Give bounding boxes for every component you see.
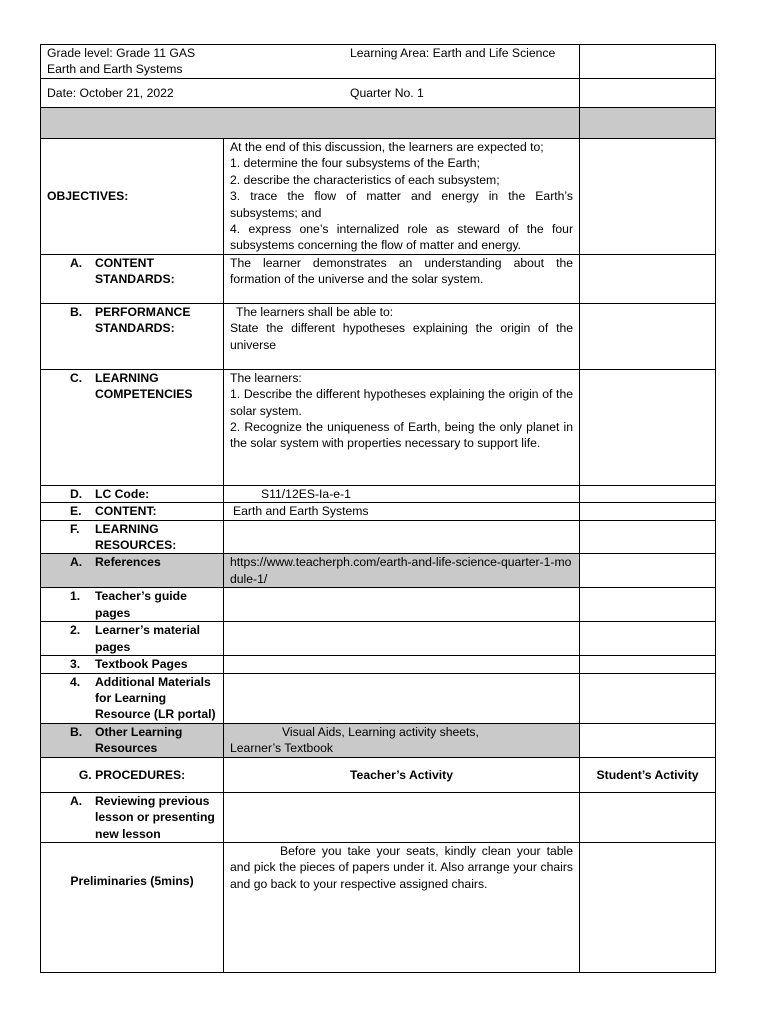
resource-item-row [41, 673, 716, 723]
item-number: B. [70, 304, 83, 319]
lc-code-label: LC Code: [95, 486, 150, 501]
item-number: A. [70, 255, 83, 270]
content-row [41, 503, 716, 520]
objective-item: 1. determine the four subsystems of the Earth; [230, 156, 480, 171]
item-number: E. [70, 504, 82, 519]
learning-area: Learning Area: Earth and Life Science [350, 46, 556, 60]
preliminaries-label: Preliminaries (5mins) [41, 842, 224, 972]
grade-level: Grade level: Grade 11 GAS [47, 46, 196, 60]
competency-item: 1. Describe the different hypotheses explaining the origin of the solar system. [230, 387, 574, 418]
lesson-plan-table [40, 44, 716, 973]
performance-standards-label: PERFORMANCE STANDARDS: [95, 304, 191, 336]
resource-item-label: Additional Materials for Learning Resource (LR portal) [95, 674, 216, 722]
item-number: 2. [70, 623, 81, 638]
performance-standards-content [224, 303, 580, 369]
learning-resources-row [41, 520, 716, 554]
performance-text: State the different hypotheses explaining the origin of the universe [230, 321, 574, 352]
item-number: D. [70, 486, 83, 501]
lc-code-value: S11/12ES-Ia-e-1 [261, 486, 351, 501]
content-standards-text: The learner demonstrates an understanding about the formation of the universe and the solar system. [224, 254, 580, 303]
item-number: A. [70, 555, 83, 570]
objectives-intro: At the end of this discussion, the learners are expected to; [230, 140, 544, 154]
item-number: F. [70, 521, 80, 536]
objectives-label: OBJECTIVES: [41, 139, 224, 255]
date-blank-cell [580, 79, 716, 108]
item-number: 3. [70, 657, 81, 672]
subject-line: Earth and Earth Systems [47, 62, 183, 77]
objectives-content [224, 139, 580, 255]
other-resources-label: Other Learning Resources [95, 724, 183, 756]
item-number: A. [70, 793, 83, 808]
item-number: 4. [70, 674, 81, 689]
learning-competencies-content [224, 369, 580, 485]
resource-item-row [41, 656, 716, 673]
quarter: Quarter No. 1 [350, 85, 424, 100]
other-resources-line: Visual Aids, Learning activity sheets, [282, 724, 479, 739]
procedures-header-row [41, 757, 716, 792]
date: Date: October 21, 2022 [47, 85, 174, 100]
teacher-activity-header: Teacher’s Activity [224, 757, 580, 792]
content-label: CONTENT: [95, 504, 157, 519]
performance-standards-row [41, 303, 716, 369]
preliminaries-row [41, 842, 716, 972]
resource-item-label: Teacher’s guide pages [95, 589, 187, 620]
reviewing-label: Reviewing previous lesson or presenting new lesson [95, 793, 215, 841]
content-standards-row [41, 254, 716, 303]
date-row [41, 79, 716, 108]
references-row [41, 554, 716, 588]
header-row [41, 45, 716, 79]
objective-item: 4. express one’s internalized role as steward of the four subsystems concerning the flow of matter and energy. [230, 222, 574, 253]
learning-competencies-label: LEARNING COMPETENCIES [95, 370, 193, 402]
objective-item: 2. describe the characteristics of each subsystem; [230, 172, 500, 187]
item-number: 1. [70, 589, 81, 604]
other-resources-row [41, 723, 716, 757]
item-number: B. [70, 724, 83, 739]
objective-item: 3. trace the flow of matter and energy in the Earth’s subsystems; and [230, 189, 574, 220]
objectives-row [41, 139, 716, 255]
learning-competencies-row [41, 369, 716, 485]
student-activity-header: Student’s Activity [580, 757, 716, 792]
other-resources-line: Learner’s Textbook [230, 741, 333, 756]
resource-item-label: Learner’s material pages [95, 623, 201, 654]
gray-separator-row [41, 108, 716, 139]
competency-intro: The learners: [230, 370, 302, 385]
references-label: References [95, 555, 161, 570]
lc-code-row [41, 485, 716, 502]
procedures-label: G. PROCEDURES: [41, 757, 224, 792]
date-cell [41, 79, 580, 108]
resource-item-label: Textbook Pages [95, 657, 188, 672]
learning-resources-label: LEARNING RESOURCES: [95, 521, 177, 553]
performance-intro: The learners shall be able to: [236, 304, 394, 319]
resource-item-row [41, 588, 716, 622]
preliminaries-text: Before you take your seats, kindly clean your table and pick the pieces of papers under it. Also arrange your chairs and go back to your respective assigned chairs. [224, 842, 580, 972]
header-blank-cell [580, 45, 716, 79]
header-cell [41, 45, 580, 79]
resource-item-row [41, 622, 716, 656]
references-url: https://www.teacherph.com/earth-and-life-science-quarter-1-module-1/ [224, 554, 580, 588]
competency-item: 2. Recognize the uniqueness of Earth, being the only planet in the solar system with properties necessary to support life. [230, 420, 574, 451]
reviewing-row [41, 792, 716, 842]
item-number: C. [70, 370, 83, 385]
other-resources-content [224, 723, 580, 757]
content-value: Earth and Earth Systems [233, 504, 369, 519]
content-standards-label: CONTENT STANDARDS: [95, 255, 175, 287]
